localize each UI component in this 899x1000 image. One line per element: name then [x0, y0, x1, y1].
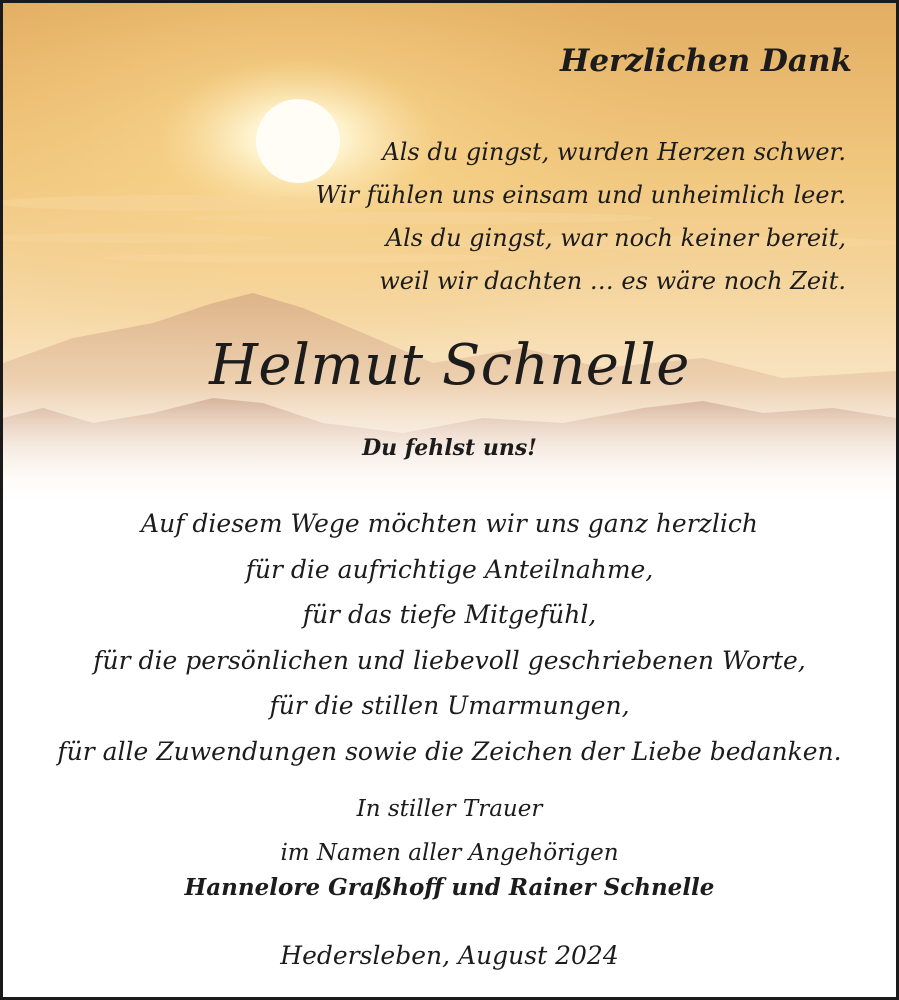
poem-line: Als du gingst, wurden Herzen schwer. [382, 138, 846, 166]
subtitle: Du fehlst uns! [362, 435, 537, 461]
deceased-name: Helmut Schnelle [209, 333, 690, 398]
signatories: Hannelore Graßhoff und Rainer Schnelle [184, 874, 715, 901]
poem-line: Als du gingst, war noch keiner bereit, [385, 224, 846, 252]
thanks-line: Auf diesem Wege möchten wir uns ganz herzlich [141, 509, 758, 538]
poem-line: weil wir dachten … es wäre noch Zeit. [379, 267, 846, 295]
thanks-line: für die persönlichen und liebevoll geschriebenen Worte, [93, 645, 806, 675]
closing-line: im Namen aller Angehörigen [280, 840, 619, 866]
poem [316, 131, 896, 303]
poem-line: Wir fühlen uns einsam und unheimlich leer. [315, 181, 846, 209]
thanks-line: für die stillen Umarmungen, [269, 691, 630, 720]
thanks-line: für die aufrichtige Anteilnahme, [245, 554, 654, 584]
closing [3, 787, 896, 875]
thanks-line: für das tiefe Mitgefühl, [302, 600, 597, 629]
thanks-text [3, 501, 896, 774]
heading: Herzlichen Dank [560, 43, 852, 79]
place-date: Hedersleben, August 2024 [280, 941, 619, 970]
closing-line: In stiller Trauer [356, 796, 543, 822]
thanks-line: für alle Zuwendungen sowie die Zeichen der Liebe bedanken. [57, 736, 842, 766]
